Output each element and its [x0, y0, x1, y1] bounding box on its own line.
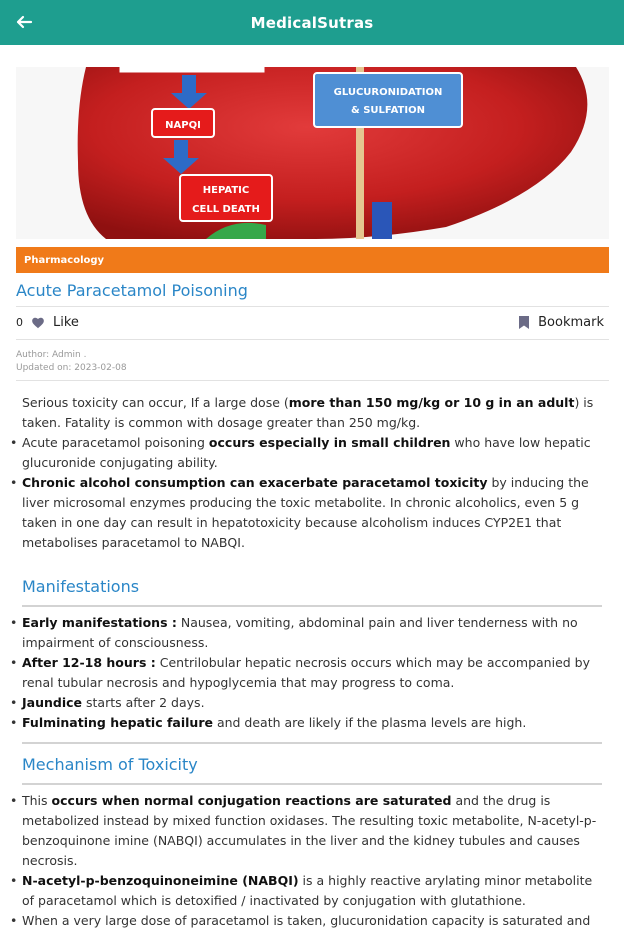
list-item: [22, 871, 604, 911]
bullet-text-2: who have low hepatic glucuronide conjugating ability.: [22, 435, 591, 470]
bookmark-icon: [518, 315, 530, 330]
item-text: This: [22, 793, 52, 808]
section-heading-mechanism: Mechanism of Toxicity: [22, 755, 198, 774]
item-text: starts after 2 days.: [82, 695, 205, 710]
item-bold: After 12-18 hours :: [22, 655, 156, 670]
item-text: is a highly reactive arylating minor metabolite of paracetamol which is detoxified / inactivated by conjugation with glutathione.: [22, 873, 593, 908]
article-meta: [16, 349, 127, 375]
napqi-label: NAPQI: [165, 120, 201, 131]
list-item: [22, 713, 604, 733]
glucuronidation-label: GLUCURONIDATION: [333, 87, 443, 98]
category-banner[interactable]: Pharmacology: [16, 247, 609, 273]
like-button[interactable]: Like: [53, 315, 79, 330]
item-bold: Jaundice: [22, 695, 83, 710]
bookmark-button[interactable]: [518, 315, 604, 330]
heart-icon[interactable]: [31, 316, 45, 330]
item-text: Nausea, vomiting, abdominal pain and liver tenderness with no impairment of consciousness.: [22, 615, 578, 650]
section-rule: [22, 783, 602, 785]
list-item: [22, 693, 604, 713]
app-bar: [0, 0, 624, 45]
author-text: Author: Admin .: [16, 350, 87, 360]
cell-death-label: CELL DEATH: [192, 204, 260, 215]
section-heading-manifestations: Manifestations: [22, 577, 140, 596]
intro-text: Serious toxicity can occur, If a large dose (: [22, 395, 289, 410]
item-text: Centrilobular hepatic necrosis occurs which may be accompanied by renal tubular necrosis and hypoglycemia that may progress to coma.: [22, 655, 590, 690]
arrow-left-icon: [16, 14, 32, 30]
list-item: [22, 613, 604, 653]
article-body: [22, 393, 604, 553]
item-text-2: and the drug is metabolized instead by mixed function oxidases. The resulting toxic metabolite, N-acetyl-p-benzoquinone imine (NABQI) accumulates in the liver and the kidney tubules and causes necrosis.: [22, 793, 597, 868]
like-count: 0: [16, 316, 23, 329]
intro-paragraph: [22, 393, 604, 433]
bullet-bold: occurs especially in small children: [208, 435, 451, 450]
section-rule: [22, 605, 602, 607]
list-item: [22, 653, 604, 693]
list-item: [22, 433, 604, 473]
bookmark-label: Bookmark: [538, 315, 604, 330]
item-text: and death are likely if the plasma levels are high.: [212, 715, 527, 730]
sulfation-label: & SULFATION: [351, 105, 425, 116]
divider: [16, 306, 609, 307]
like-control: [16, 315, 79, 330]
intro-bold: more than 150 mg/kg or 10 g in an adult: [288, 395, 575, 410]
item-bold: occurs when normal conjugation reactions are saturated: [51, 793, 452, 808]
updated-date: Updated on: 2023-02-08: [16, 363, 127, 373]
item-bold: N-acetyl-p-benzoquinoneimine (NABQI): [22, 873, 299, 888]
bullet-bold: Chronic alcohol consumption can exacerbate paracetamol toxicity: [22, 475, 488, 490]
article-title: Acute Paracetamol Poisoning: [16, 281, 248, 300]
list-item: [22, 473, 604, 553]
list-item: [22, 911, 604, 931]
app-title: MedicalSutras: [250, 13, 374, 32]
bullet-text: by inducing the liver microsomal enzymes producing the toxic metabolite. In chronic alcoholics, even 5 g taken in one day can result in hepatotoxicity because alcoholism induces CYP2E1 that metabolises paracetamol to NABQI.: [22, 475, 589, 550]
article-hero-image: [16, 67, 609, 239]
section-rule: [22, 742, 602, 744]
item-bold: Fulminating hepatic failure: [22, 715, 213, 730]
manifestations-list: [22, 613, 604, 733]
hepatic-label: HEPATIC: [202, 185, 250, 196]
item-bold: Early manifestations :: [22, 615, 177, 630]
list-item: [22, 791, 604, 871]
divider: [16, 380, 609, 381]
bullet-text: Acute paracetamol poisoning: [22, 435, 209, 450]
intro-text-2: ) is taken. Fatality is common with dosage greater than 250 mg/kg.: [22, 395, 594, 430]
back-button[interactable]: [8, 6, 40, 38]
mechanism-list: [22, 791, 604, 931]
divider: [16, 339, 609, 340]
item-text: When a very large dose of paracetamol is taken, glucuronidation capacity is saturated and: [22, 913, 591, 928]
